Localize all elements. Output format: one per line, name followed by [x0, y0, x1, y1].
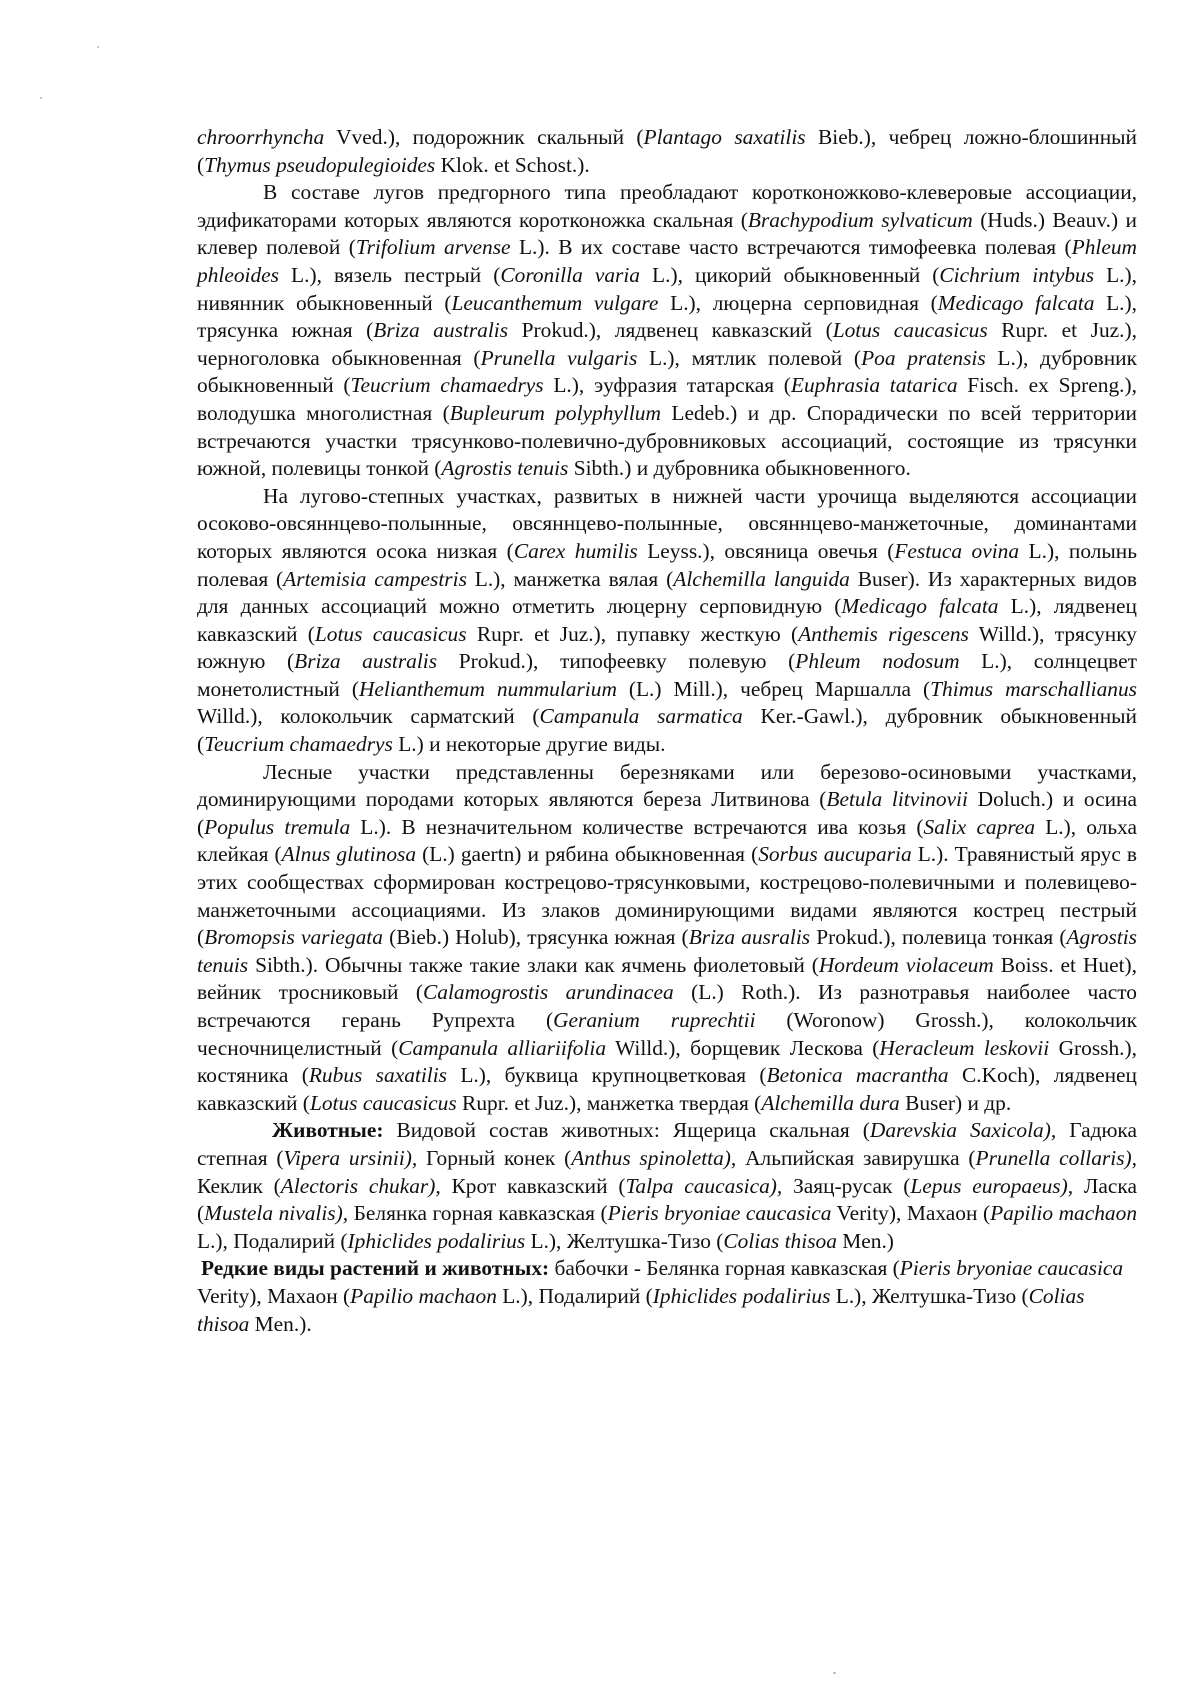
text-run: Sibth.). Обычны также такие злаки как ячмень фиолетовый (	[248, 952, 819, 977]
text-run: Men.)	[836, 1228, 894, 1253]
latin-species-name: Calamogrostis arundinacea	[422, 980, 674, 1005]
text-run: L.), Подалирий (	[197, 1228, 348, 1253]
latin-species-name: Alchemilla dura	[761, 1090, 900, 1115]
text-run: Видовой состав животных: Ящерица скальная (	[383, 1118, 870, 1143]
paragraph-fauna	[197, 1117, 1137, 1255]
latin-species-name: Rubus saxatilis	[308, 1063, 447, 1088]
text-run: Prokud.), лядвенец кавказский (	[508, 318, 833, 343]
latin-species-name: Teucrium chamaedrys	[204, 732, 393, 757]
latin-species-name: Helianthemum nummularium	[358, 676, 617, 701]
latin-species-name: Anthus spinoletta),	[571, 1145, 737, 1170]
latin-species-name: Lotus caucasicus	[832, 318, 988, 343]
latin-species-name: Lotus caucasicus	[309, 1090, 457, 1115]
latin-species-name: Trifolium arvense	[355, 235, 511, 260]
text-run: L.). В их составе часто встречаются тимофеевка полевая (	[510, 235, 1072, 260]
text-run: (L.) Mill.), чебрец Маршалла (	[616, 676, 931, 701]
text-run: Крот кавказский (	[440, 1173, 626, 1198]
latin-species-name: Thimus marschallianus	[930, 676, 1137, 701]
text-run: Prokud.), полевица тонкая (	[810, 925, 1067, 950]
text-run: Белянка горная кавказская (	[348, 1201, 608, 1226]
latin-species-name: Briza australis	[373, 318, 509, 343]
latin-species-name: Teucrium chamaedrys	[350, 373, 544, 398]
latin-species-name: Lotus caucasicus	[314, 621, 467, 646]
text-run: L.), солнцецвет монетолистный (	[197, 649, 1137, 701]
latin-species-name: Leucanthemum vulgare	[451, 290, 659, 315]
text-run: Rupr. et Juz.), черноголовка обыкновенная (	[197, 318, 1137, 370]
text-run: бабочки - Белянка горная кавказская (	[549, 1256, 900, 1281]
paragraph-steppe	[197, 483, 1137, 759]
latin-species-name: Phleum nodosum	[795, 649, 960, 674]
text-run: Альпийская завирушка (	[736, 1145, 976, 1170]
text-run: L.), дубровник обыкновенный (	[197, 345, 1138, 398]
paragraph-forest	[197, 759, 1137, 1118]
text-run: (Huds.) Beauv.) и клевер полевой (	[197, 207, 1137, 260]
text-run: L.), буквица крупноцветковая (	[447, 1063, 767, 1088]
text-run: Fisch. ex Spreng.), володушка многолистная (	[197, 373, 1137, 425]
latin-species-name: Betula litvinovii	[826, 787, 968, 812]
text-run: Willd.), трясунку южную (	[197, 621, 1138, 674]
latin-species-name: Heracleum leskovii	[879, 1035, 1050, 1060]
latin-species-name: Alnus glutinosa	[281, 842, 417, 867]
latin-species-name: Salix caprea	[923, 814, 1036, 839]
text-run: Verity), Махаон (	[197, 1283, 351, 1308]
text-run: L.), ольха клейкая (	[197, 814, 1137, 867]
text-run: Vved.), подорожник скальный (	[324, 125, 644, 149]
latin-species-name: Prunella vulgaris	[480, 345, 638, 370]
text-run: C.Koch), лядвенец кавказский (	[197, 1063, 1137, 1115]
latin-species-name: Alectoris chukar),	[280, 1173, 441, 1198]
latin-species-name: Brachypodium sylvaticum	[747, 207, 973, 232]
latin-species-name: Medicago falcata	[841, 594, 999, 619]
text-run: Leyss.), овсяница овечья (	[637, 538, 895, 563]
text-run: (Bieb.) Holub), трясунка южная (	[382, 925, 689, 950]
text-run: L.), эуфразия татарская (	[543, 373, 791, 398]
latin-species-name: Sorbus aucuparia	[758, 842, 912, 867]
text-run: L.) и некоторые другие виды.	[392, 732, 666, 757]
text-run: Klok. et Schost.).	[435, 152, 590, 177]
latin-species-name: Plantago saxatilis	[643, 125, 806, 149]
text-run: Prokud.), типофеевку полевую (	[437, 649, 796, 674]
text-run: Rupr. et Juz.), манжетка твердая (	[456, 1090, 762, 1115]
latin-species-name: Agrostis tenuis	[441, 456, 569, 481]
latin-species-name: Bromopsis variegata	[204, 925, 383, 950]
text-run: L.), манжетка вялая (	[466, 566, 674, 591]
latin-species-name: Lepus europaeus),	[910, 1173, 1074, 1198]
paragraph-meadows	[197, 179, 1137, 483]
text-run: L.). В незначительном количестве встречаются ива козья (	[350, 814, 924, 839]
latin-species-name: Agrostis tenuis	[197, 925, 1137, 977]
section-heading: Животные:	[272, 1118, 384, 1143]
text-run: L.), вязель пестрый (	[278, 262, 501, 287]
latin-species-name: Colias thisoa	[723, 1228, 837, 1253]
latin-species-name: Betonica macrantha	[766, 1063, 949, 1088]
text-run: Willd.), борщевик Лескова (	[606, 1035, 880, 1060]
text-run: Buser). Из характерных видов для данных ассоциаций можно отметить люцерну серповидную (	[197, 566, 1138, 619]
latin-species-name: Alchemilla languida	[673, 566, 850, 591]
text-run: На лугово-степных участках, развитых в нижней части урочища выделяются ассоциации осоково-овсяннцево-полынные, овсяннцево-полынные, овсяннцево-манжеточные, доминантами которых являются осока низкая (	[197, 483, 1137, 563]
text-run: Buser) и др.	[899, 1090, 1012, 1115]
text-run: L.), нивянник обыкновенный (	[197, 262, 1138, 315]
latin-species-name: Cichrium intybus	[939, 262, 1095, 287]
text-run: В составе лугов предгорного типа преобладают коротконожково-клеверовые ассоциации, эдификаторами которых являются коротконожка скальная (	[197, 180, 1137, 232]
text-run: Ker.-Gawl.), дубровник обыкновенный (	[197, 704, 1137, 757]
latin-species-name: Colias thisoa	[197, 1283, 1085, 1336]
text-run: L.), полынь полевая (	[197, 538, 1138, 591]
text-run: Лесные участки представленны березняками или березово-осиновыми участками, доминирующими породами которых являются береза Литвинова (	[197, 759, 1137, 812]
latin-species-name: Campanula sarmatica	[539, 704, 743, 729]
latin-species-name: Phleum phleoides	[197, 235, 1137, 287]
latin-species-name: Coronilla varia	[500, 262, 640, 287]
latin-species-name: Prunella collaris),	[975, 1145, 1137, 1170]
text-run: Verity), Махаон (	[831, 1201, 991, 1226]
text-run: L.), Подалирий (	[496, 1283, 653, 1308]
paragraph-continuation	[197, 124, 1137, 179]
latin-species-name: Talpa caucasica),	[625, 1173, 783, 1198]
latin-species-name: Papilio machaon	[990, 1201, 1138, 1226]
text-run: L.), мятлик полевой (	[637, 345, 862, 370]
scan-speck	[40, 97, 42, 99]
latin-species-name: Iphiclides podalirius	[347, 1228, 526, 1253]
text-run: Гадюка степная (	[197, 1118, 1137, 1170]
latin-species-name: Thymus pseudopulegioides	[204, 152, 436, 177]
scan-speck	[97, 46, 99, 48]
document-page	[197, 124, 1137, 1338]
latin-species-name: Bupleurum polyphyllum	[449, 400, 661, 425]
latin-species-name: Poa pratensis	[861, 345, 986, 370]
paragraph-rare-species	[197, 1255, 1137, 1338]
text-run: Boiss. et Huet), вейник тросниковый (	[197, 952, 1137, 1005]
latin-species-name: Darevskia Saxicola),	[869, 1118, 1057, 1143]
latin-species-name: chroorrhyncha	[197, 125, 325, 149]
text-run: L.), Желтушка-Тизо (	[830, 1283, 1029, 1308]
latin-species-name: Medicago falcata	[937, 290, 1095, 315]
latin-species-name: Briza ausralis	[688, 925, 811, 950]
scan-speck	[833, 1672, 836, 1674]
text-run: L.), трясунка южная (	[197, 290, 1138, 343]
text-run: (L.) gaertn) и рябина обыкновенная (	[416, 842, 759, 867]
text-run: Ласка (	[197, 1173, 1137, 1226]
text-run: L.), лядвенец кавказский (	[197, 594, 1137, 646]
text-run: Bieb.), чебрец ложно-блошинный (	[197, 125, 1137, 177]
latin-species-name: Mustela nivalis),	[204, 1201, 349, 1226]
latin-species-name: Pieris bryoniae caucasica	[607, 1201, 832, 1226]
latin-species-name: Festuca ovina	[894, 538, 1020, 563]
latin-species-name: Geranium ruprechtii	[553, 1008, 756, 1032]
latin-species-name: Artemisia campestris	[283, 566, 467, 591]
text-run: Sibth.) и дубровника обыкновенного.	[568, 456, 911, 481]
text-run: L.), люцерна серповидная (	[658, 290, 938, 315]
latin-species-name: Anthemis rigescens	[798, 621, 969, 646]
latin-species-name: Pieris bryoniae caucasica	[899, 1256, 1124, 1281]
latin-species-name: Briza australis	[294, 649, 438, 674]
text-run: L.). Травянистый ярус в этих сообществах сформирован кострецово-трясунковыми, кострецово-полевичными и полевицево-манжеточными ассоциациями. Из злаков доминирующими видами являются кострец пестрый (	[197, 842, 1137, 950]
text-run: (L.) Roth.). Из разнотравья наиболее часто встречаются герань Рупрехта (	[197, 980, 1137, 1032]
text-run: Grossh.), костяника (	[197, 1035, 1138, 1088]
text-run: L.), Желтушка-Тизо (	[525, 1228, 724, 1253]
text-run: Горный конек (	[417, 1145, 572, 1170]
text-run: Doluch.) и осина (	[197, 787, 1137, 839]
latin-species-name: Campanula alliariifolia	[398, 1035, 607, 1060]
text-run: Men.).	[249, 1311, 312, 1336]
text-run: L.), цикорий обыкновенный (	[639, 262, 940, 287]
latin-species-name: Populus tremula	[204, 814, 351, 839]
latin-species-name: Vipera ursinii),	[283, 1145, 418, 1170]
section-heading: Редкие виды растений и животных:	[201, 1256, 550, 1281]
text-run: (Woronow) Grossh.), колокольчик чесночницелистный (	[197, 1008, 1137, 1060]
text-run: Ledeb.) и др. Спорадически по всей территории встречаются участки трясунково-полевично-дубровниковых ассоциаций, состоящие из трясунки южной, полевицы тонкой (	[197, 400, 1137, 481]
latin-species-name: Hordeum violaceum	[818, 952, 994, 977]
latin-species-name: Carex humilis	[513, 538, 638, 563]
latin-species-name: Euphrasia tatarica	[790, 373, 958, 398]
text-run: Кеклик (	[197, 1173, 281, 1198]
latin-species-name: Iphiclides podalirius	[652, 1283, 831, 1308]
text-run: Заяц-русак (	[782, 1173, 911, 1198]
text-run: Rupr. et Juz.), пупавку жесткую (	[466, 621, 799, 646]
text-run: Willd.), колокольчик сарматский (	[197, 704, 540, 729]
latin-species-name: Papilio machaon	[350, 1283, 497, 1308]
